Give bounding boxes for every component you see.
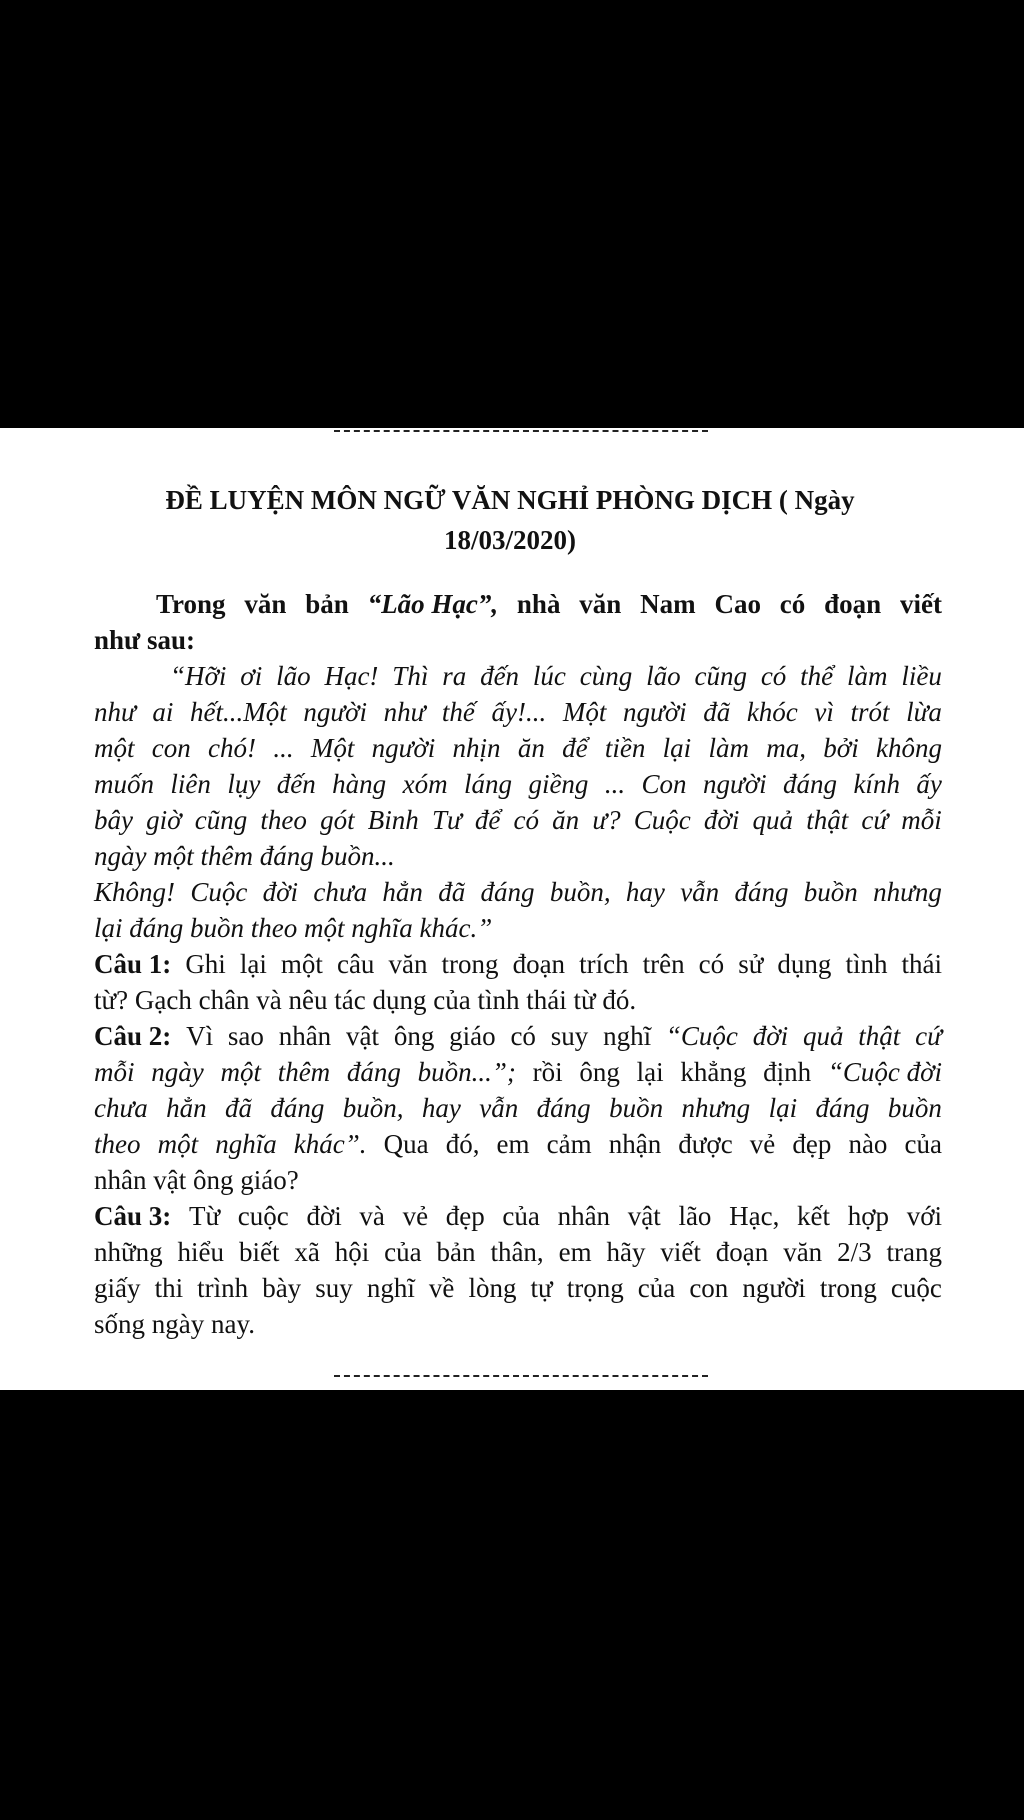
word: trong [441,949,499,979]
word: giấy [94,1273,141,1303]
word: của [502,1201,540,1231]
quote-line-2 [94,694,942,730]
word: giáo [449,1021,496,1051]
question-2-line-1 [94,1018,942,1054]
word: với [906,1201,942,1231]
word: của [384,1237,422,1267]
word: hiểu [177,1237,225,1267]
word: ... [273,733,294,763]
word: liều [901,661,942,691]
word: ấy [916,769,942,799]
word: viết [899,589,942,619]
word: ông [393,1021,435,1051]
word: vật [627,1201,661,1231]
word: mỗi [901,805,942,835]
word: muốn [94,769,154,799]
word: đến [480,661,520,691]
word: biết [238,1237,280,1267]
word: của [904,1129,942,1159]
word: Trong [156,589,226,619]
word: ấy!... [491,697,547,727]
word: đã [703,697,731,727]
word: buồn [887,1093,942,1123]
word: ăn [517,733,545,763]
word: Từ [188,1201,221,1231]
document-page [0,428,1024,1390]
quote-line-7 [94,874,942,910]
word: nhà [516,589,561,619]
word: nhân [557,1201,611,1231]
word: chưa [313,877,368,907]
word: Một [310,733,355,763]
word: để [474,805,501,835]
word: nghĩ [603,1021,652,1051]
word: chó! [208,733,257,763]
word: suy [550,1021,589,1051]
word: đoạn [824,589,882,619]
word: lão [276,661,311,691]
quote-line-1 [94,658,942,694]
question-3-line-4 [94,1306,942,1342]
word: vẫn [680,877,720,907]
word: buồn, [342,1093,404,1123]
word: vẫn [479,1093,519,1123]
question-2-line-3 [94,1090,942,1126]
word: lại [636,1057,664,1087]
quote-line-8 [94,910,942,946]
word: có [698,949,725,979]
word: nhân vật ông giáo? [94,1165,299,1195]
word: buồn [803,877,858,907]
word: định [763,1057,812,1087]
word: trích [579,949,629,979]
word: ngày [151,1057,204,1087]
word: hàng [332,769,387,799]
question-1-line-1 [94,946,942,982]
word: em [496,1129,530,1159]
word: lừa [906,697,942,727]
word: ơi [240,661,263,691]
word: đến [276,769,316,799]
word: thật [858,1021,901,1051]
word: nhân [278,1021,332,1051]
word: hay [421,1093,461,1123]
word: liên [170,769,211,799]
word: lại [768,1093,798,1123]
word: người [371,733,436,763]
word: Binh [367,805,419,835]
word: lão [646,661,681,691]
word: đã [225,1093,252,1123]
word: hẳn [166,1093,207,1123]
word: từ? Gạch chân và nêu tác dụng của tình thái từ đó. [94,985,637,1015]
word: buồn [609,1093,664,1123]
word: ư? [592,805,621,835]
word: không [875,733,942,763]
word: nhưng [873,877,942,907]
quote-line-3 [94,730,942,766]
word: văn [244,589,287,619]
word: khẳng [680,1057,747,1087]
word: Nam [640,589,696,619]
word: láng [464,769,513,799]
word: ... [604,769,626,799]
question-1-label: Câu 1: [94,949,172,979]
word: bởi [823,733,859,763]
word: đẹp [445,1201,485,1231]
word: khác”. [293,1129,367,1159]
word: văn [783,1237,823,1267]
word: đã [438,877,466,907]
word: hết...Một [189,697,287,727]
document-title [60,480,960,560]
word: giờ [146,805,182,835]
word: đó, [445,1129,480,1159]
word: đáng [270,1093,325,1123]
word: Qua [383,1129,429,1159]
word: một [94,733,135,763]
word: trọng [566,1273,624,1303]
word: đoạn [715,1237,769,1267]
word: bây [94,805,133,835]
word: như sau: [94,625,195,655]
word: nào [848,1129,888,1159]
word: đoạn [512,949,566,979]
word: em [558,1237,592,1267]
word: cứ [915,1021,942,1051]
word: quả [802,1021,844,1051]
word: nhịn [452,733,501,763]
word: chưa [94,1093,148,1123]
word: đẹp [792,1129,832,1159]
word: vẻ [402,1201,429,1231]
word: lại đáng buồn theo một nghĩa khác.” [94,913,493,943]
word: thế [441,697,475,727]
word: và [359,1201,385,1231]
top-separator [334,430,708,432]
word: có [760,661,787,691]
word: kính [853,769,900,799]
word: đời [306,1201,342,1231]
word: buồn...”; [417,1057,516,1087]
word: con [689,1273,729,1303]
word: sống ngày nay. [94,1309,255,1339]
word: ma, [766,733,806,763]
word: người [303,697,367,727]
word: nhưng [681,1093,751,1123]
word: cũng [694,661,747,691]
word: đáng [815,1093,870,1123]
word: Thì [392,661,429,691]
word: hợp [847,1201,889,1231]
word: cũng [194,805,248,835]
word: làm [708,733,749,763]
word: vì [814,697,834,727]
question-2-line-4 [94,1126,942,1162]
word: Hạc, [729,1201,780,1231]
question-3-label: Câu 3: [94,1201,172,1231]
word: cuộc [890,1273,942,1303]
word: ăn [552,805,580,835]
word: trong [819,1273,877,1303]
word: Vì [186,1021,214,1051]
word: buồn, [549,877,611,907]
word: dụng [777,949,832,979]
word: người [742,1273,806,1303]
title-line-1: ĐỀ LUYỆN MÔN NGỮ VĂN NGHỈ PHÒNG DỊCH ( Ngày [165,485,855,515]
word: bản [305,589,349,619]
question-2-label: Câu 2: [94,1021,172,1051]
word: tình [845,949,888,979]
word: theo [260,805,307,835]
word: người [622,697,687,727]
word: một [220,1057,261,1087]
word: cùng [579,661,633,691]
word: lại [662,733,692,763]
word: Con [641,769,687,799]
word: hãy [606,1237,646,1267]
word: thái [901,949,942,979]
word: một [280,949,323,979]
question-3-line-2 [94,1234,942,1270]
word: lại [239,949,267,979]
word: ông [579,1057,620,1087]
word: Ghi [185,949,226,979]
word: được [678,1129,733,1159]
intro-line-1 [94,586,942,622]
word: hay [625,877,665,907]
question-1-line-2 [94,982,942,1018]
word: đáng [346,1057,401,1087]
word: đời [262,877,299,907]
word: thể [800,661,834,691]
word: nghĩ [366,1273,415,1303]
word: hội [334,1237,370,1267]
intro-line-2 [94,622,942,658]
word: làm [847,661,888,691]
word: xã [294,1237,320,1267]
word: đời [752,1021,789,1051]
word: người [702,769,767,799]
word: cảm [546,1129,592,1159]
word: để [562,733,588,763]
word: sử [738,949,764,979]
word: của [637,1273,676,1303]
question-2-line-5 [94,1162,942,1198]
word: đáng [536,1093,591,1123]
word: “Cuộc [665,1021,738,1051]
word: con [151,733,191,763]
word: có [779,589,806,619]
word: xóm [402,769,448,799]
word: sao [227,1021,264,1051]
question-3-line-3 [94,1270,942,1306]
word: bày [262,1273,302,1303]
word: thêm [277,1057,331,1087]
word: 2/3 [837,1237,872,1267]
word: Một [562,697,607,727]
quote-line-4 [94,766,942,802]
word: Hạc! [324,661,379,691]
word: gót [320,805,355,835]
word: tự [530,1273,553,1303]
word: vẻ [749,1129,776,1159]
bottom-separator [334,1375,708,1377]
word: bản [436,1237,476,1267]
word: quả [752,805,794,835]
word: vật [346,1021,379,1051]
word: Cuộc [190,877,248,907]
question-3-line-1 [94,1198,942,1234]
word: kết [797,1201,831,1231]
word: như [94,697,136,727]
word: thật [806,805,849,835]
word: ra [442,661,467,691]
word: suy [315,1273,353,1303]
word: trên [642,949,685,979]
word: câu [336,949,375,979]
word: những [94,1237,163,1267]
word: có [513,805,539,835]
title-line-2: 18/03/2020) [444,525,576,555]
word: lúc [532,661,566,691]
word: văn [388,949,428,979]
word: trang [886,1237,942,1267]
word: như [383,697,426,727]
word: viết [660,1237,701,1267]
word: “Hỡi [170,661,227,691]
word: lòng [468,1273,517,1303]
word: lão [678,1201,712,1231]
word: đáng [734,877,789,907]
word: thân, [490,1237,544,1267]
word: nghĩa [215,1129,277,1159]
word: ngày một thêm đáng buồn... [94,841,395,871]
word: cứ [861,805,889,835]
word: thi [154,1273,184,1303]
word: “Cuộc đời [827,1057,942,1087]
work-title: “Lão Hạc”, [367,589,499,619]
word: mỗi [94,1057,135,1087]
word: nhận [608,1129,662,1159]
word: đời [703,805,740,835]
word: tiền [604,733,646,763]
word: Cuộc [633,805,691,835]
quote-line-6 [94,838,942,874]
question-2-line-2 [94,1054,942,1090]
word: về [428,1273,455,1303]
word: giềng [528,769,589,799]
word: đáng [783,769,838,799]
document-body [94,586,942,1342]
word: Tư [431,805,462,835]
word: đáng [480,877,535,907]
word: trình [197,1273,249,1303]
word: ai [152,697,174,727]
word: lụy [227,769,261,799]
word: rồi [532,1057,563,1087]
word: cuộc [237,1201,289,1231]
word: Không! [94,877,175,907]
word: hẳn [382,877,423,907]
word: khóc [746,697,798,727]
word: văn [579,589,622,619]
word: theo [94,1129,141,1159]
word: một [157,1129,199,1159]
word: Cao [714,589,761,619]
word: trót [850,697,890,727]
word: có [510,1021,536,1051]
quote-line-5 [94,802,942,838]
